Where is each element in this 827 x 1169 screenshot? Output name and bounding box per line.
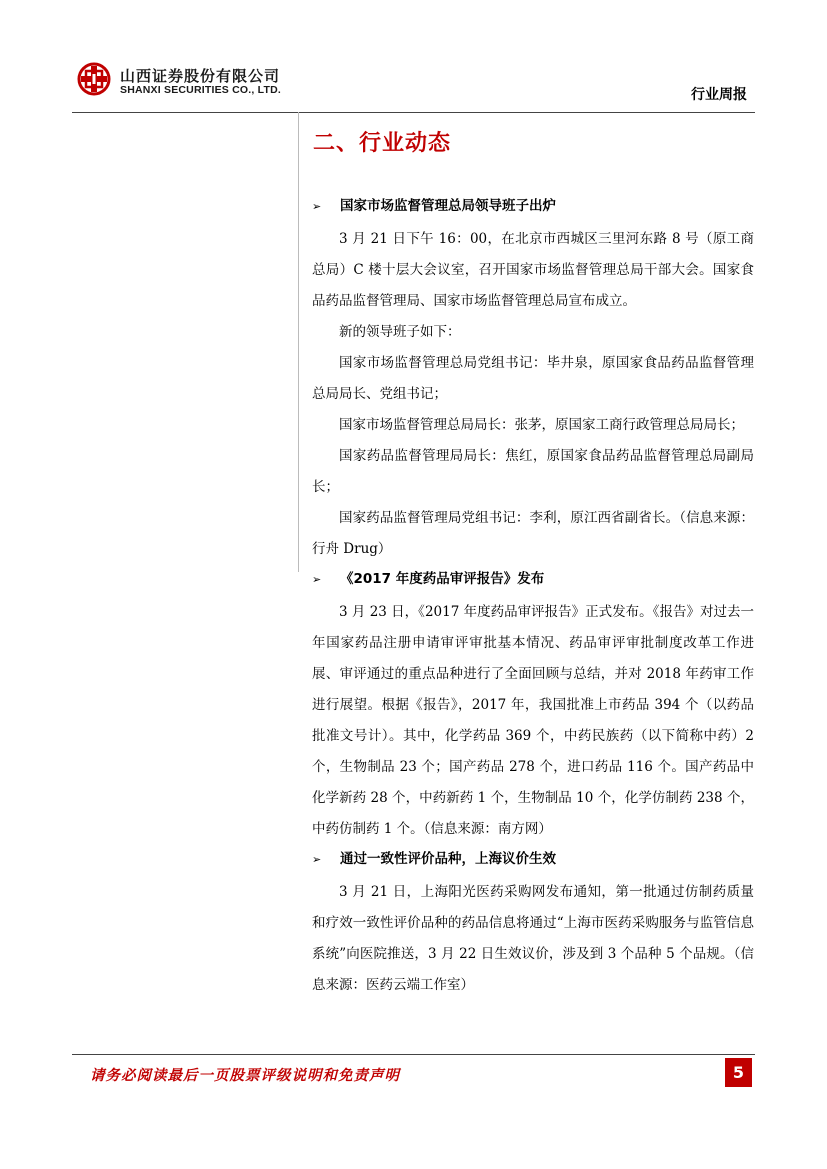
- arrow-right-bullet-icon: ➢: [312, 573, 322, 586]
- news-heading-text: 通过一致性评价品种，上海议价生效: [340, 851, 556, 867]
- news-paragraph: 国家市场监督管理总局局长：张茅，原国家工商行政管理总局局长；: [339, 417, 744, 433]
- news-heading: [312, 192, 754, 220]
- news-paragraph: 国家市场监督管理总局党组书记：毕井泉，原国家食品药品监督管理总局局长、党组书记；: [312, 355, 754, 402]
- news-paragraph: 3 月 23 日，《2017 年度药品审评报告》正式发布。《报告》对过去一年国家药品注册申请审评审批基本情况、药品审评审批制度改革工作进展、审评通过的重点品种进行了全面回顾与总结，并对 2018 年药审工作进行展望。根据《报告》，2017 年，我国批准上市药品 394 个（以药品批准文号计）。其中，化学药品 369 个，中药民族药（以下简称中药）2 个，生物制品 23 个；国产药品 278 个，进口药品 116 个。国产药品中化学新药 28 个，中药新药 1 个，生物制品 10 个，化学仿制药 238 个，中药仿制药 1 个。（信息来源：南方网）: [312, 604, 754, 837]
- news-heading-text: 《2017 年度药品审评报告》发布: [340, 571, 545, 587]
- left-column-divider: [298, 112, 299, 572]
- news-paragraph: 国家药品监督管理局党组书记：李利，原江西省副省长。（信息来源：行舟 Drug）: [312, 510, 754, 557]
- news-content: [312, 192, 754, 1001]
- news-paragraph: 国家药品监督管理局局长：焦红，原国家食品药品监督管理总局副局长；: [312, 448, 754, 495]
- section-title: 二、行业动态: [313, 131, 452, 156]
- shanxi-securities-logo-icon: [77, 62, 111, 96]
- news-heading: [312, 565, 754, 593]
- company-name-en: SHANXI SECURITIES CO., LTD.: [120, 84, 281, 96]
- company-name-cn: 山西证券股份有限公司: [120, 67, 281, 85]
- news-heading: [312, 845, 754, 873]
- header-divider: [72, 112, 755, 113]
- news-heading-text: 国家市场监督管理总局领导班子出炉: [340, 198, 556, 214]
- report-type-label: 行业周报: [691, 87, 747, 103]
- page-number: 5: [725, 1058, 752, 1087]
- news-paragraph: 3 月 21 日，上海阳光医药采购网发布通知，第一批通过仿制药质量和疗效一致性评价品种的药品信息将通过“上海市医药采购服务与监管信息系统”向医院推送，3 月 22 日生效议价，涉及到 3 个品种 5 个品规。（信息来源：医药云端工作室）: [312, 884, 754, 993]
- disclaimer-link: 请务必阅读最后一页股票评级说明和免责声明: [90, 1067, 400, 1084]
- news-paragraph: 3 月 21 日下午 16：00，在北京市西城区三里河东路 8 号（原工商总局）C 楼十层大会议室，召开国家市场监督管理总局干部大会。国家食品药品监督管理局、国家市场监督管理总局宣布成立。: [312, 231, 754, 309]
- news-paragraph: 新的领导班子如下：: [339, 324, 461, 340]
- arrow-right-bullet-icon: ➢: [312, 853, 322, 866]
- arrow-right-bullet-icon: ➢: [312, 200, 322, 213]
- footer-divider: [72, 1054, 755, 1055]
